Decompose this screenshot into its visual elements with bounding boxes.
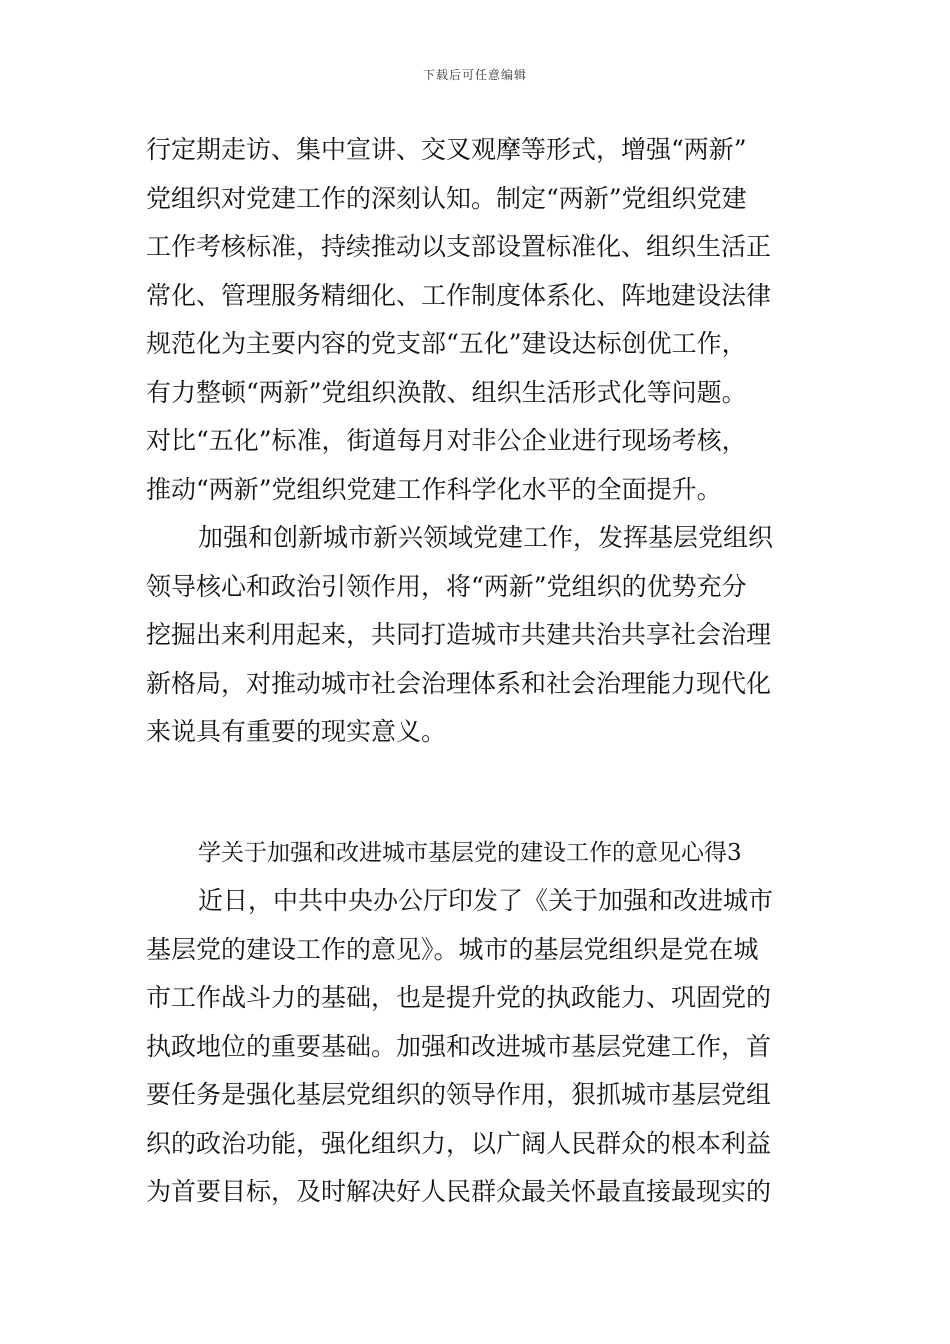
- text-line: 有力整顿“两新”党组织涣散、组织生活形式化等问题。: [146, 377, 747, 407]
- text-line: 对比“五化”标准，街道每月对非公企业进行现场考核，: [146, 426, 747, 455]
- text-line: 基层党的建设工作的意见》。城市的基层党组织是党在城: [146, 934, 759, 964]
- text-line: 来说具有重要的现实意义。: [146, 717, 447, 746]
- document-body: [146, 126, 816, 1217]
- text-line: 织的政治功能，强化组织力，以广阔人民群众的根本利益: [146, 1128, 772, 1158]
- section-title: 学关于加强和改进城市基层党的建设工作的意见心得3: [198, 839, 742, 866]
- paragraph-2: [146, 514, 816, 757]
- text-line: 加强和创新城市新兴领域党建工作，发挥基层党组织: [198, 523, 774, 552]
- text-line: 挖掘出来利用起来，共同打造城市共建共治共享社会治理: [146, 620, 772, 649]
- text-line: 党组织对党建工作的深刻认知。制定“两新”党组织党建: [146, 183, 747, 213]
- text-line: 执政地位的重要基础。加强和改进城市基层党建工作，首: [146, 1031, 772, 1061]
- text-line: 市工作战斗力的基础，也是提升党的执政能力、巩固党的: [146, 983, 772, 1012]
- text-line: 要任务是强化基层党组织的领导作用，狠抓城市基层党组: [146, 1080, 772, 1109]
- paragraph-1: [146, 126, 816, 514]
- text-line: 近日，中共中央办公厅印发了《关于加强和改进城市: [198, 886, 774, 915]
- text-line: 新格局，对推动城市社会治理体系和社会治理能力现代化: [146, 668, 772, 698]
- text-line: 领导核心和政治引领作用，将“两新”党组织的优势充分: [146, 571, 747, 601]
- text-line: 工作考核标准，持续推动以支部设置标准化、组织生活正: [146, 232, 772, 261]
- section-gap: [146, 757, 816, 829]
- text-line: 行定期走访、集中宣讲、交叉观摩等形式，增强“两新”: [146, 135, 747, 164]
- page-header: 下载后可任意编辑: [422, 68, 527, 82]
- text-line: 常化、管理服务精细化、工作制度体系化、阵地建设法律: [146, 280, 772, 310]
- paragraph-3: [146, 877, 816, 1217]
- text-line: 规范化为主要内容的党支部“五化”建设达标创优工作，: [146, 329, 747, 358]
- text-line: 为首要目标，及时解决好人民群众最关怀最直接最现实的: [146, 1177, 772, 1206]
- text-line: 推动“两新”党组织党建工作科学化水平的全面提升。: [146, 474, 722, 504]
